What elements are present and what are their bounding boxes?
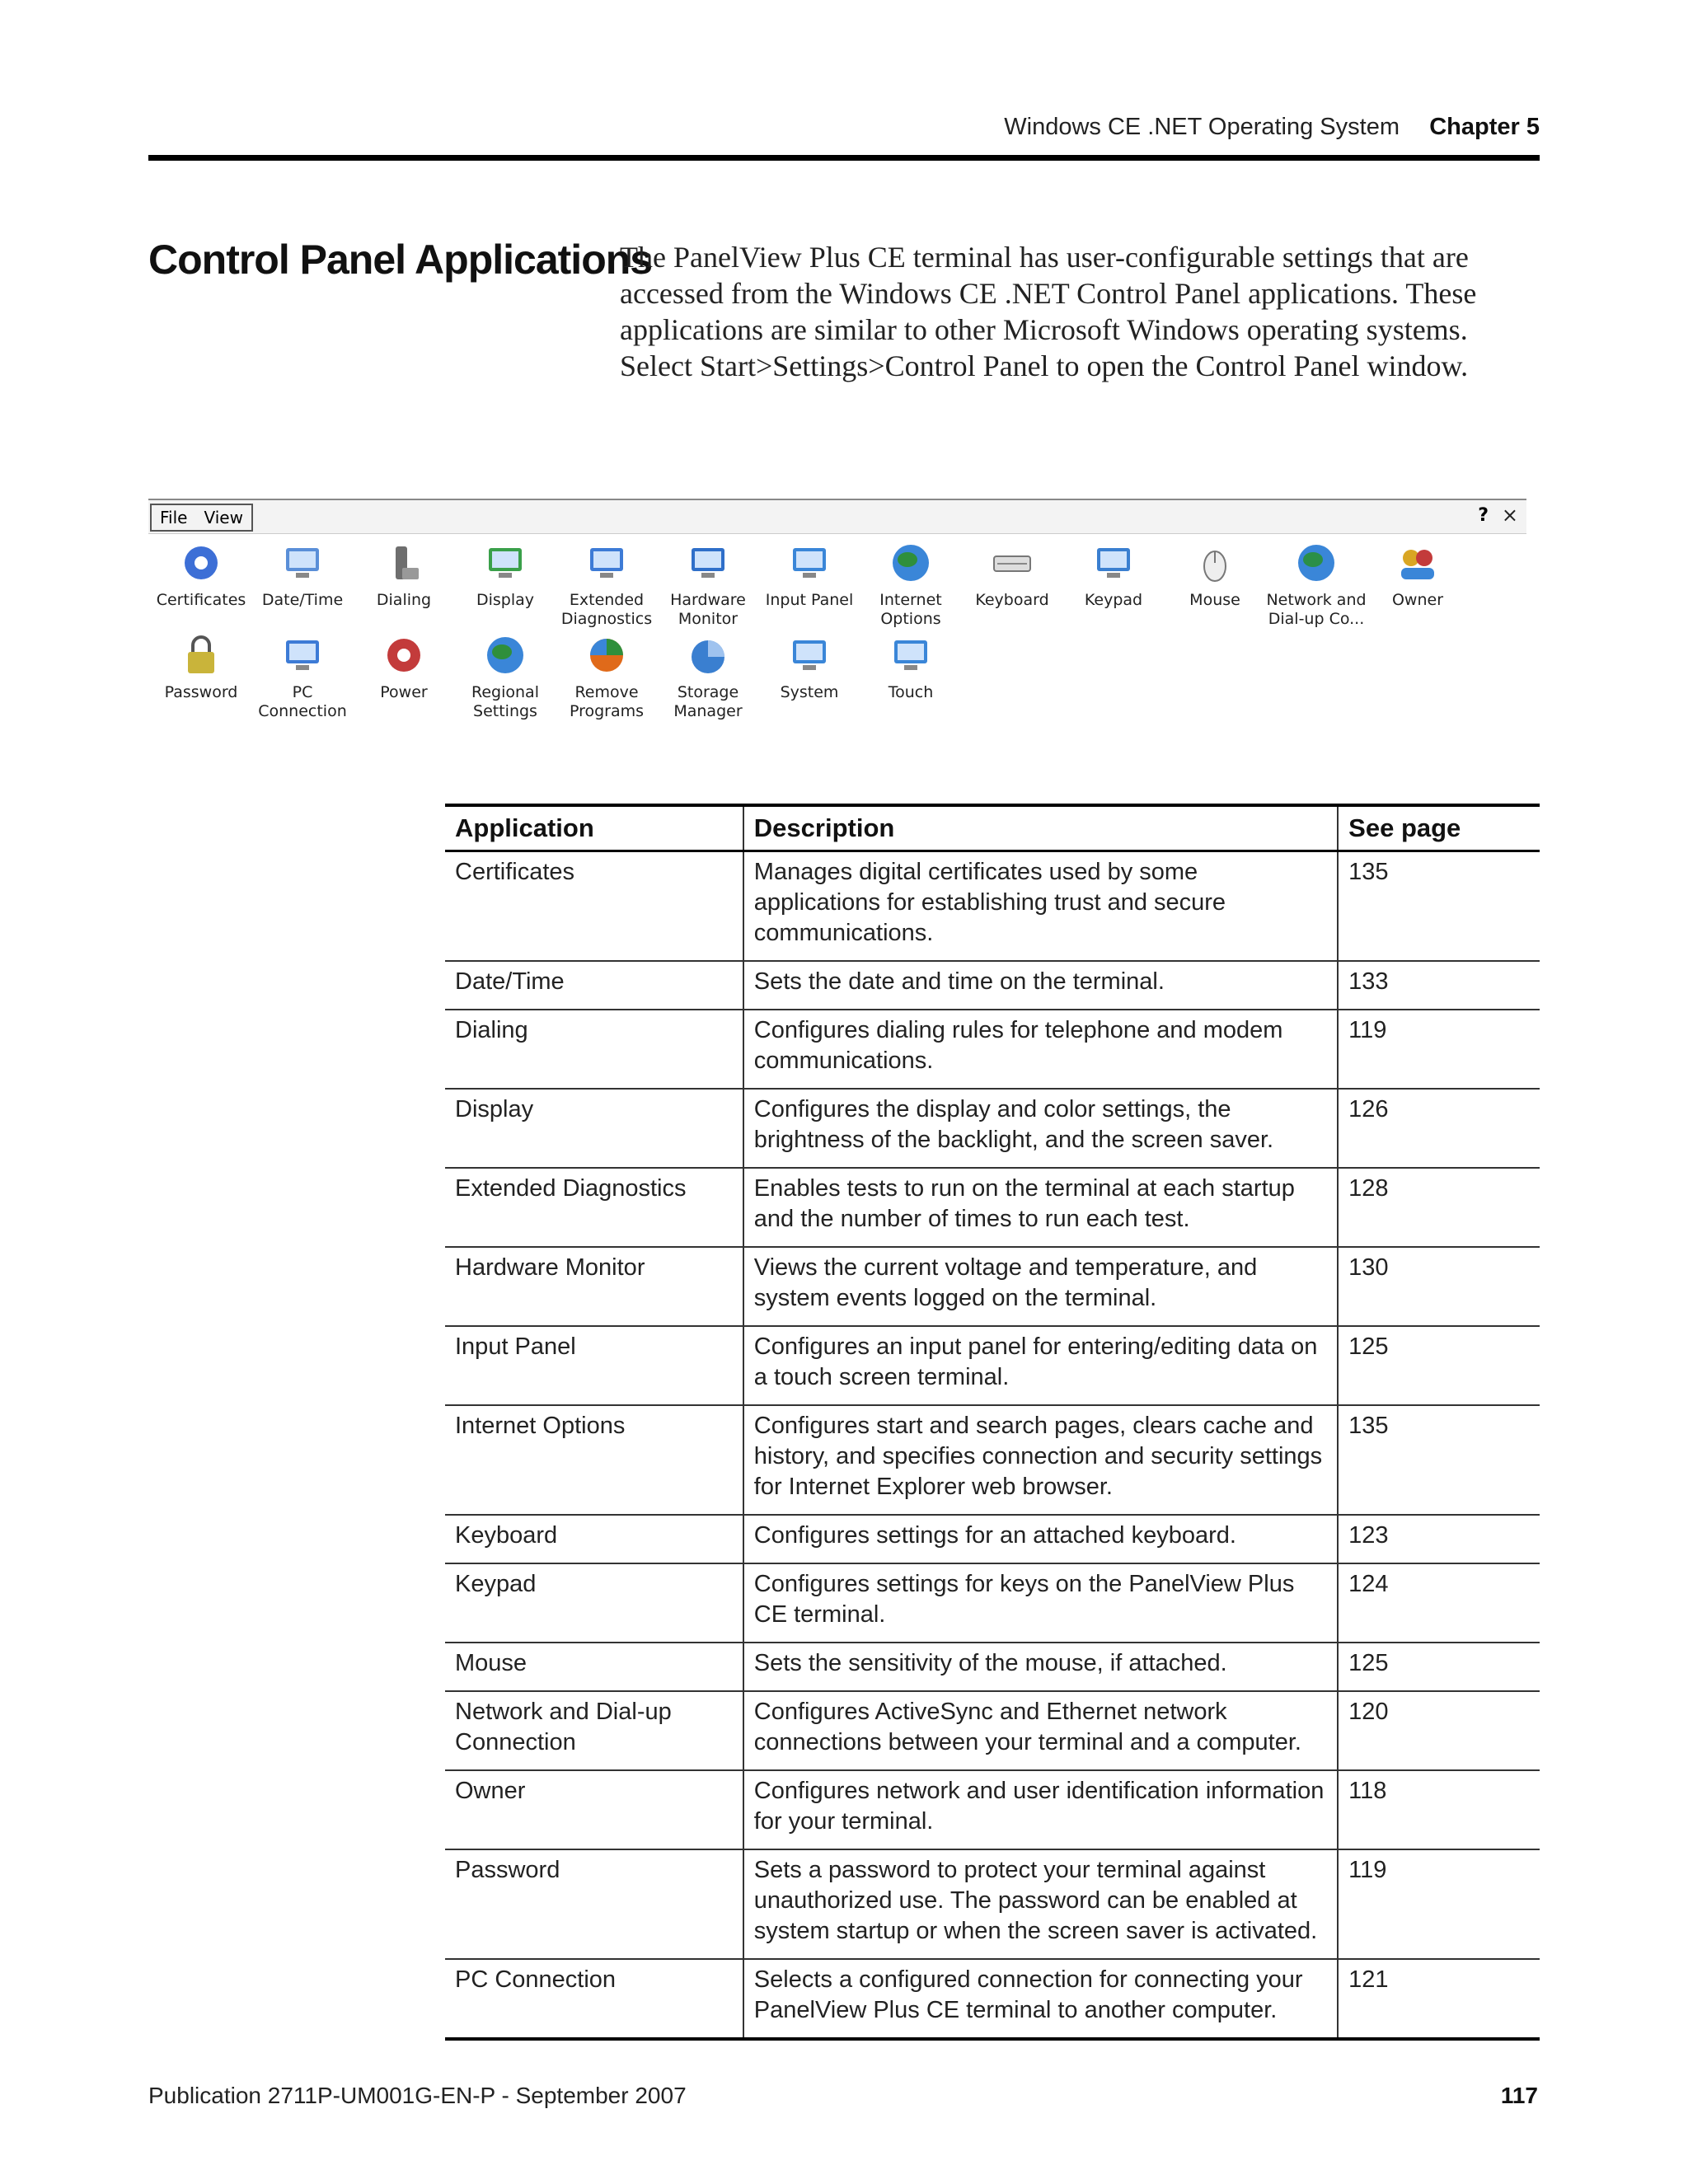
description-cell: Selects a configured connection for connecting your PanelView Plus CE terminal to another computer. [743, 1959, 1338, 2039]
see-page-cell: 135 [1338, 851, 1540, 962]
control-panel-item[interactable] [1265, 540, 1367, 629]
see-page-cell: 120 [1338, 1691, 1540, 1770]
menu-view[interactable]: View [204, 508, 243, 527]
control-panel-item-label: System [780, 683, 839, 701]
control-panel-item[interactable] [1164, 540, 1266, 610]
keypad-icon [1090, 540, 1137, 586]
control-panel-item-label: Keyboard [975, 591, 1049, 609]
see-page-cell: 133 [1338, 961, 1540, 1010]
control-panel-menubar [148, 499, 1526, 534]
control-panel-item[interactable] [556, 540, 658, 629]
extended-diagnostics-icon [584, 540, 630, 586]
application-cell: Network and Dial-up Connection [445, 1691, 743, 1770]
display-icon [482, 540, 528, 586]
table-row [445, 1010, 1540, 1089]
see-page-cell: 123 [1338, 1515, 1540, 1563]
application-cell: PC Connection [445, 1959, 743, 2039]
application-cell: Extended Diagnostics [445, 1168, 743, 1247]
control-panel-item-label: Extended Diagnostics [560, 591, 653, 628]
system-icon [786, 632, 832, 678]
mouse-icon [1192, 540, 1238, 586]
col-header-see-page: See page [1338, 805, 1540, 851]
control-panel-item[interactable] [454, 632, 556, 721]
see-page-cell: 126 [1338, 1089, 1540, 1168]
application-cell: Hardware Monitor [445, 1247, 743, 1326]
table-row [445, 1405, 1540, 1515]
table-row [445, 1691, 1540, 1770]
control-panel-item[interactable] [961, 540, 1063, 610]
description-cell: Sets the date and time on the terminal. [743, 961, 1338, 1010]
certificates-icon [178, 540, 224, 586]
running-header [148, 114, 1540, 147]
see-page-cell: 135 [1338, 1405, 1540, 1515]
table-row [445, 1959, 1540, 2039]
col-header-description: Description [743, 805, 1338, 851]
control-panel-item[interactable] [657, 540, 759, 629]
control-panel-item[interactable] [657, 632, 759, 721]
control-panel-item-label: Internet Options [879, 591, 942, 628]
application-cell: Certificates [445, 851, 743, 962]
control-panel-item-label: Storage Manager [673, 683, 743, 720]
intro-paragraph: The PanelView Plus CE terminal has user-configurable settings that are accessed from the Windows CE .NET Control Panel applications. These applications are similar to other Microsoft Windows operating systems. Select Start>Settings>Control Panel to open the Control Panel window. [620, 241, 1477, 382]
see-page-cell: 118 [1338, 1770, 1540, 1849]
control-panel-item-label: Input Panel [765, 591, 854, 609]
regional-settings-icon [482, 632, 528, 678]
table-row [445, 1770, 1540, 1849]
close-button[interactable]: × [1501, 504, 1518, 527]
application-cell: Owner [445, 1770, 743, 1849]
control-panel-item[interactable] [1367, 540, 1469, 610]
application-cell: Input Panel [445, 1326, 743, 1405]
see-page-cell: 130 [1338, 1247, 1540, 1326]
description-cell: Enables tests to run on the terminal at each startup and the number of times to run each test. [743, 1168, 1338, 1247]
control-panel-item[interactable] [251, 540, 354, 610]
application-cell: Password [445, 1849, 743, 1959]
date-time-icon [279, 540, 326, 586]
control-panel-item-label: Hardware Monitor [670, 591, 746, 628]
remove-programs-icon [584, 632, 630, 678]
control-panel-item[interactable] [758, 632, 860, 702]
header-section-title: Windows CE .NET Operating System [1004, 114, 1400, 140]
footer-page-number: 117 [1500, 2083, 1538, 2108]
description-cell: Sets the sensitivity of the mouse, if attached. [743, 1643, 1338, 1691]
hardware-monitor-icon [685, 540, 731, 586]
see-page-cell: 125 [1338, 1326, 1540, 1405]
header-rule [148, 155, 1540, 161]
description-cell: Configures network and user identification information for your terminal. [743, 1770, 1338, 1849]
control-panel-item-label: Owner [1391, 591, 1444, 609]
control-panel-item-label: Keypad [1084, 591, 1143, 609]
control-panel-item[interactable] [353, 540, 455, 610]
table-row [445, 1643, 1540, 1691]
col-header-application: Application [445, 805, 743, 851]
control-panel-item-label: Mouse [1189, 591, 1240, 609]
control-panel-item[interactable] [150, 540, 252, 610]
control-panel-item[interactable] [860, 540, 962, 629]
see-page-cell: 128 [1338, 1168, 1540, 1247]
control-panel-item-label: Dialing [376, 591, 432, 609]
control-panel-item-label: PC Connection [258, 683, 347, 720]
application-cell: Date/Time [445, 961, 743, 1010]
section-title: Control Panel Applications [148, 237, 653, 283]
help-button[interactable]: ? [1478, 505, 1489, 526]
control-panel-item[interactable] [758, 540, 860, 610]
applications-table [445, 804, 1540, 2041]
control-panel-item-label: Certificates [156, 591, 246, 609]
control-panel-item[interactable] [353, 632, 455, 702]
control-panel-item[interactable] [1062, 540, 1165, 610]
control-panel-item[interactable] [251, 632, 354, 721]
application-cell: Display [445, 1089, 743, 1168]
table-row [445, 1089, 1540, 1168]
input-panel-icon [786, 540, 832, 586]
application-cell: Keypad [445, 1563, 743, 1643]
pc-connection-icon [279, 632, 326, 678]
control-panel-item-label: Display [476, 591, 535, 609]
description-cell: Configures settings for keys on the PanelView Plus CE terminal. [743, 1563, 1338, 1643]
control-panel-item[interactable] [454, 540, 556, 610]
control-panel-window [148, 499, 1526, 754]
table-row [445, 1247, 1540, 1326]
header-chapter: Chapter 5 [1429, 114, 1540, 140]
description-cell: Sets a password to protect your terminal against unauthorized use. The password can be enabled at system startup or when the screen saver is activated. [743, 1849, 1338, 1959]
see-page-cell: 119 [1338, 1010, 1540, 1089]
password-icon [178, 632, 224, 678]
footer-publication: Publication 2711P-UM001G-EN-P - September 2007 [148, 2083, 687, 2108]
internet-options-icon [888, 540, 934, 586]
description-cell: Views the current voltage and temperature, and system events logged on the terminal. [743, 1247, 1338, 1326]
description-cell: Manages digital certificates used by some applications for establishing trust and secure communications. [743, 851, 1338, 962]
application-cell: Mouse [445, 1643, 743, 1691]
control-panel-item[interactable] [150, 632, 252, 702]
application-cell: Keyboard [445, 1515, 743, 1563]
table-row [445, 1326, 1540, 1405]
storage-manager-icon [685, 632, 731, 678]
description-cell: Configures the display and color settings, the brightness of the backlight, and the screen saver. [743, 1089, 1338, 1168]
menu-group [150, 504, 253, 532]
table-row [445, 851, 1540, 962]
table-row [445, 1849, 1540, 1959]
touch-icon [888, 632, 934, 678]
power-icon [381, 632, 427, 678]
table-row [445, 1168, 1540, 1247]
control-panel-item[interactable] [860, 632, 962, 702]
owner-icon [1395, 540, 1441, 586]
control-panel-item-label: Password [164, 683, 238, 701]
see-page-cell: 124 [1338, 1563, 1540, 1643]
description-cell: Configures ActiveSync and Ethernet network connections between your terminal and a computer. [743, 1691, 1338, 1770]
control-panel-item-label: Remove Programs [569, 683, 645, 720]
description-cell: Configures dialing rules for telephone and modem communications. [743, 1010, 1338, 1089]
control-panel-item-label: Power [380, 683, 428, 701]
table-row [445, 1563, 1540, 1643]
table-row [445, 961, 1540, 1010]
control-panel-item[interactable] [556, 632, 658, 721]
application-cell: Internet Options [445, 1405, 743, 1515]
table-row [445, 1515, 1540, 1563]
description-cell: Configures settings for an attached keyboard. [743, 1515, 1338, 1563]
network-icon [1293, 540, 1339, 586]
application-cell: Dialing [445, 1010, 743, 1089]
control-panel-item-label: Date/Time [261, 591, 344, 609]
description-cell: Configures start and search pages, clears cache and history, and specifies connection and security settings for Internet Explorer web browser. [743, 1405, 1338, 1515]
dialing-icon [381, 540, 427, 586]
see-page-cell: 125 [1338, 1643, 1540, 1691]
see-page-cell: 121 [1338, 1959, 1540, 2039]
see-page-cell: 119 [1338, 1849, 1540, 1959]
description-cell: Configures an input panel for entering/editing data on a touch screen terminal. [743, 1326, 1338, 1405]
control-panel-item-label: Touch [888, 683, 934, 701]
control-panel-item-label: Network and Dial-up Co... [1266, 591, 1367, 628]
keyboard-icon [989, 540, 1035, 586]
menu-file[interactable]: File [160, 508, 188, 527]
control-panel-item-label: Regional Settings [471, 683, 539, 720]
table-header-row [445, 805, 1540, 851]
